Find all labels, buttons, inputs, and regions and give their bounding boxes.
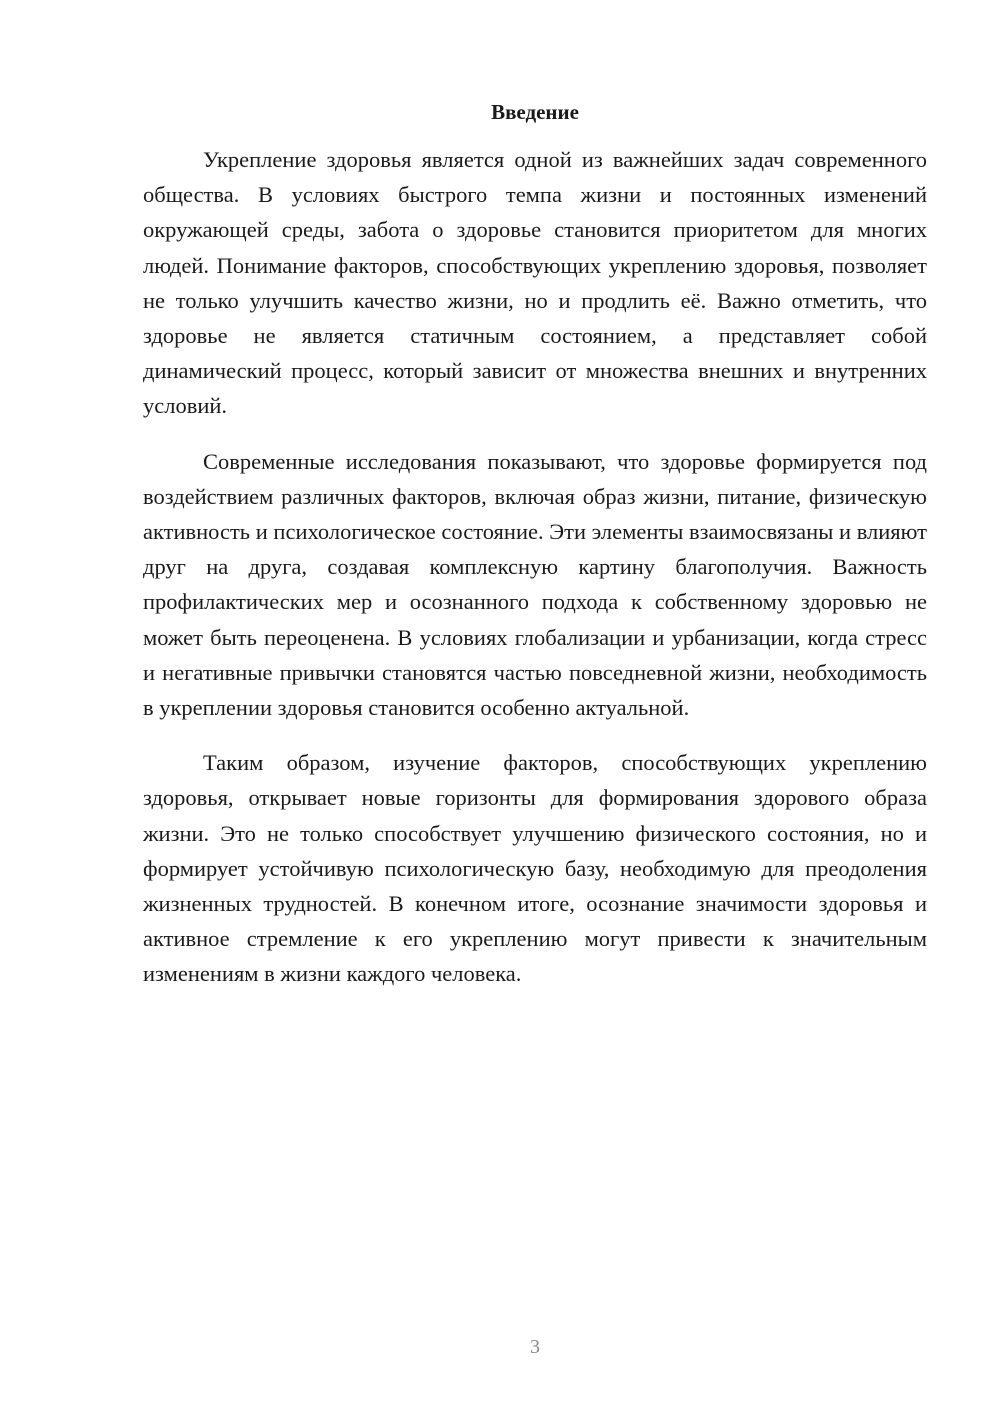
section-title: Введение (491, 100, 579, 124)
body-text (143, 142, 927, 1012)
paragraph-1: Укрепление здоровья является одной из важнейших задач современного общества. В условиях быстрого темпа жизни и постоянных изменений окружающей среды, забота о здоровье становится приоритетом для многих людей. Понимание факторов, способствующих укреплению здоровья, позволяет не только улучшить качество жизни, но и продлить её. Важно отметить, что здоровье не является статичным состоянием, а представляет собой динамический процесс, который зависит от множества внешних и внутренних условий. (143, 147, 927, 419)
paragraph-3: Таким образом, изучение факторов, способствующих укреплению здоровья, открывает новые горизонты для формирования здорового образа жизни. Это не только способствует улучшению физического состояния, но и формирует устойчивую психологическую базу, необходимую для преодоления жизненных трудностей. В конечном итоге, осознание значимости здоровья и активное стремление к его укреплению могут привести к значительным изменениям в жизни каждого человека. (143, 750, 927, 987)
paragraph-2: Современные исследования показывают, что здоровье формируется под воздействием различных факторов, включая образ жизни, питание, физическую активность и психологическое состояние. Эти элементы взаимосвязаны и влияют друг на друга, создавая комплексную картину благополучия. Важность профилактических мер и осознанного подхода к собственному здоровью не может быть переоценена. В условиях глобализации и урбанизации, когда стресс и негативные привычки становятся частью повседневной жизни, необходимость в укреплении здоровья становится особенно актуальной. (143, 448, 927, 721)
page-number: 3 (530, 1336, 540, 1358)
